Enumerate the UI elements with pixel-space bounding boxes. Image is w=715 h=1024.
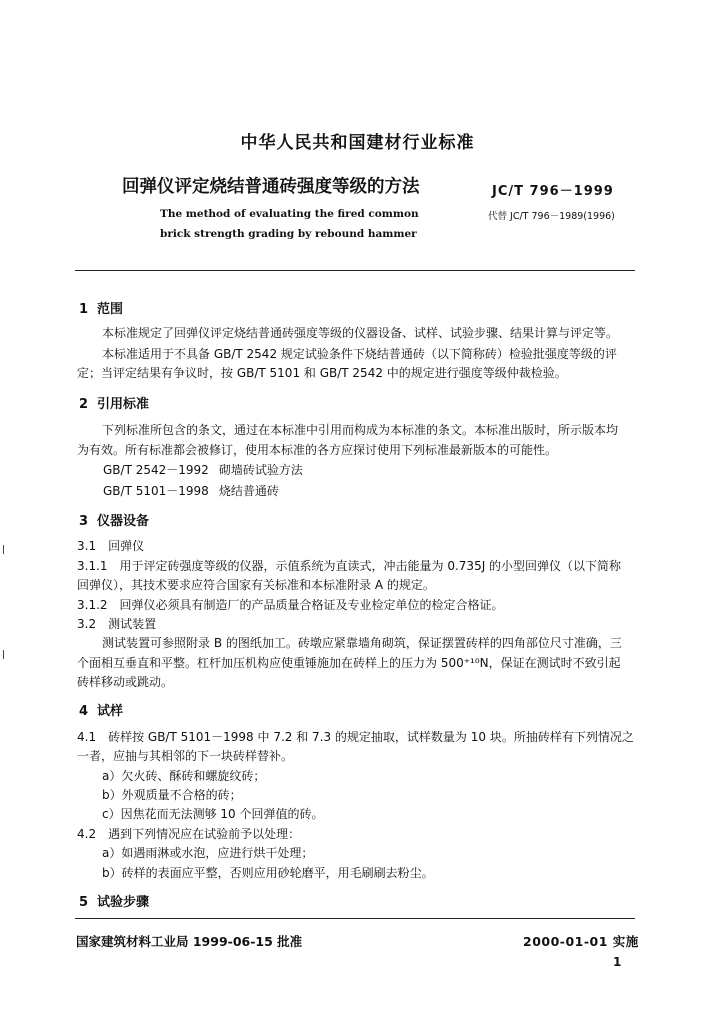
reference-item xyxy=(103,482,279,499)
header-rule xyxy=(75,270,635,271)
title-english-line-2: brick strength grading by rebound hammer xyxy=(160,228,417,240)
clause-continuation: 一者，应抽与其相邻的下一块砖样替补。 xyxy=(77,749,294,763)
reference-item xyxy=(103,461,303,478)
title-english-line-1: The method of evaluating the fired common xyxy=(160,208,419,220)
section-3-heading xyxy=(79,510,149,529)
section-2-heading xyxy=(79,393,149,412)
clause-4-2: 4.2 遇到下列情况应在试验前予以处理： xyxy=(77,827,301,841)
section-number: 3 xyxy=(79,514,89,529)
reference-code: GB/T 2542－1992 xyxy=(103,463,209,477)
list-item: a）欠火砖、酥砖和螺旋纹砖； xyxy=(102,769,266,783)
reference-code: GB/T 5101－1998 xyxy=(103,484,209,498)
section-title: 仪器设备 xyxy=(97,514,150,529)
clause-3-1: 3.1 回弹仪 xyxy=(77,539,145,553)
paragraph: 下列标准所包含的条文，通过在本标准中引用而构成为本标准的条文。本标准出版时，所示版本均 xyxy=(102,423,619,437)
section-4-heading xyxy=(79,700,123,719)
approval-statement: 国家建筑材料工业局 1999-06-15 批准 xyxy=(76,934,303,949)
paragraph-continuation: 定；当评定结果有争议时，按 GB/T 5101 和 GB/T 2542 中的规定进行强度等级仲裁检验。 xyxy=(77,366,567,380)
clause-3-1-2: 3.1.2 回弹仪必须具有制造厂的产品质量合格证及专业检定单位的检定合格证。 xyxy=(77,598,504,612)
reference-name: 烧结普通砖 xyxy=(218,484,279,498)
page-number: 1 xyxy=(613,955,622,969)
scan-edge-mark xyxy=(3,650,4,659)
paragraph-continuation: 个面相互垂直和平整。杠杆加压机构应使重锤施加在砖样上的压力为 500⁺¹⁰N，保证在测试时不致引起 xyxy=(77,656,621,670)
paragraph-continuation: 砖样移动或跳动。 xyxy=(77,675,174,689)
effective-date: 2000-01-01 实施 xyxy=(523,934,639,949)
section-number: 2 xyxy=(79,397,89,412)
issuing-organization: 中华人民共和国建材行业标准 xyxy=(240,133,475,153)
section-title: 试验步骤 xyxy=(97,895,150,910)
title-chinese: 回弹仪评定烧结普通砖强度等级的方法 xyxy=(122,177,420,197)
section-title: 范围 xyxy=(97,302,124,317)
section-title: 试样 xyxy=(97,704,124,719)
section-number: 5 xyxy=(79,895,89,910)
list-item: c）因焦花而无法测够 10 个回弹值的砖。 xyxy=(102,807,324,821)
list-item: a）如遇雨淋或水泡，应进行烘干处理； xyxy=(102,846,314,860)
paragraph: 本标准适用于不具备 GB/T 2542 规定试验条件下烧结普通砖（以下简称砖）检验批强度等级的评 xyxy=(102,347,617,361)
replaces-standard: 代替 JC/T 796－1989(1996) xyxy=(488,211,615,222)
scan-edge-mark xyxy=(3,545,4,554)
section-5-heading xyxy=(79,891,149,910)
clause-4-1: 4.1 砖样按 GB/T 5101－1998 中 7.2 和 7.3 的规定抽取，试样数量为 10 块。所抽砖样有下列情况之 xyxy=(77,730,634,744)
section-number: 1 xyxy=(79,302,89,317)
section-title: 引用标准 xyxy=(97,397,150,412)
list-item: b）外观质量不合格的砖； xyxy=(102,788,242,802)
standard-code: JC/T 796－1999 xyxy=(492,184,614,199)
clause-continuation: 回弹仪），其技术要求应符合国家有关标准和本标准附录 A 的规定。 xyxy=(77,578,435,592)
reference-name: 砌墙砖试验方法 xyxy=(218,463,303,477)
clause-3-1-1: 3.1.1 用于评定砖强度等级的仪器，示值系统为直读式，冲击能量为 0.735J 的小型回弹仪（以下简称 xyxy=(77,559,622,573)
paragraph-continuation: 为有效。所有标准都会被修订，使用本标准的各方应探讨使用下列标准最新版本的可能性。 xyxy=(77,443,558,457)
section-number: 4 xyxy=(79,704,89,719)
paragraph: 测试装置可参照附录 B 的图纸加工。砖墩应紧靠墙角砌筑，保证摆置砖样的四角部位尺寸准确，三 xyxy=(102,636,622,650)
paragraph: 本标准规定了回弹仪评定烧结普通砖强度等级的仪器设备、试样、试验步骤、结果计算与评定等。 xyxy=(102,326,619,340)
clause-3-2: 3.2 测试装置 xyxy=(77,617,157,631)
section-1-heading xyxy=(79,298,123,317)
list-item: b）砖样的表面应平整，否则应用砂轮磨平，用毛刷刷去粉尘。 xyxy=(102,866,434,880)
footer-rule xyxy=(75,918,635,919)
